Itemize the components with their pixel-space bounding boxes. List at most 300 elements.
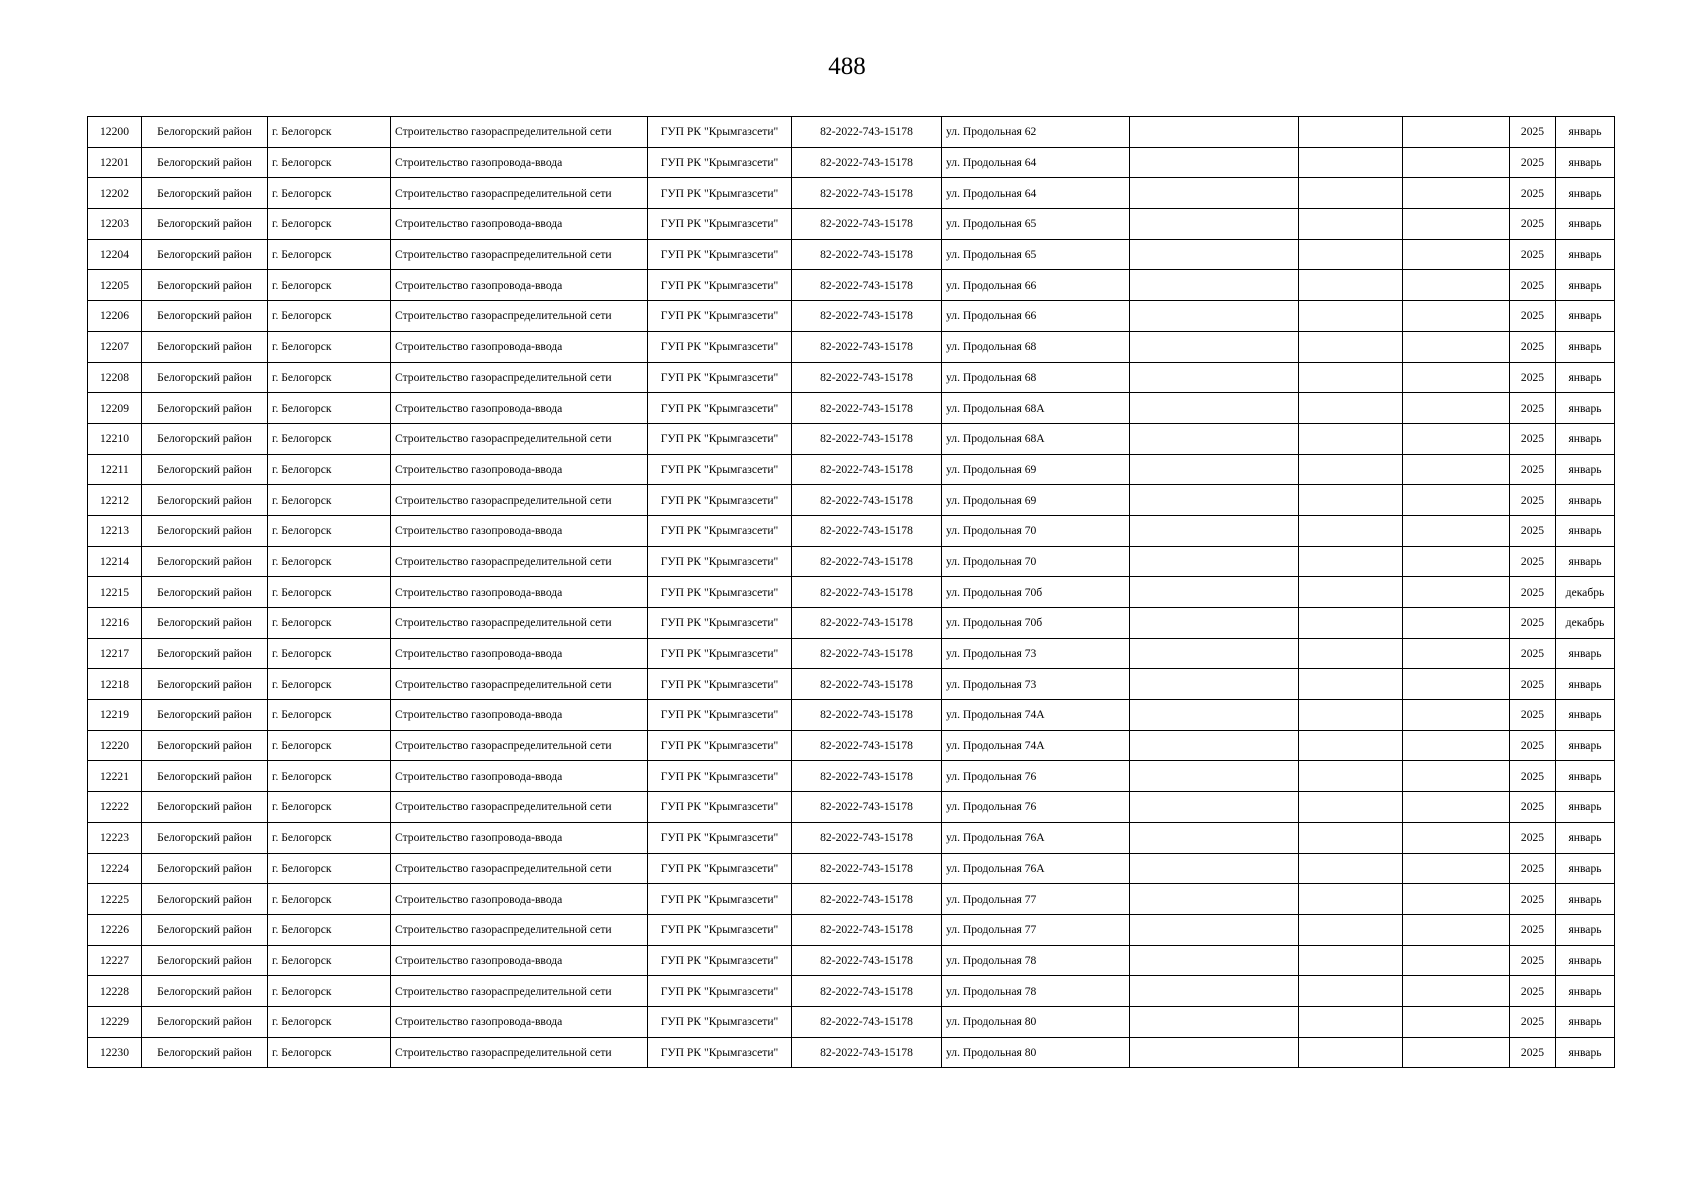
month-cell: январь (1556, 515, 1615, 546)
empty-cell (1403, 546, 1510, 577)
district-cell: Белогорский район (142, 914, 268, 945)
empty-cell (1403, 761, 1510, 792)
district-cell: Белогорский район (142, 945, 268, 976)
project-code-cell: 82-2022-743-15178 (792, 638, 942, 669)
district-cell: Белогорский район (142, 577, 268, 608)
month-cell: январь (1556, 362, 1615, 393)
year-cell: 2025 (1510, 485, 1556, 516)
project-code-cell: 82-2022-743-15178 (792, 884, 942, 915)
registry-table (87, 116, 1615, 1068)
project-code-cell: 82-2022-743-15178 (792, 945, 942, 976)
table-row (88, 1006, 1615, 1037)
empty-cell (1130, 546, 1299, 577)
district-cell: Белогорский район (142, 454, 268, 485)
empty-cell (1403, 945, 1510, 976)
organization-cell: ГУП РК "Крымгазсети" (648, 700, 792, 731)
organization-cell: ГУП РК "Крымгазсети" (648, 945, 792, 976)
city-cell: г. Белогорск (268, 178, 391, 209)
empty-cell (1403, 301, 1510, 332)
table-row (88, 914, 1615, 945)
address-cell: ул. Продольная 69 (942, 454, 1130, 485)
empty-cell (1130, 178, 1299, 209)
year-cell: 2025 (1510, 914, 1556, 945)
empty-cell (1403, 515, 1510, 546)
table-row (88, 638, 1615, 669)
empty-cell (1403, 239, 1510, 270)
empty-cell (1299, 914, 1403, 945)
table-row (88, 792, 1615, 823)
work-type-cell: Строительство газопровода-ввода (391, 454, 648, 485)
empty-cell (1130, 454, 1299, 485)
empty-cell (1130, 577, 1299, 608)
city-cell: г. Белогорск (268, 1037, 391, 1068)
table-row (88, 331, 1615, 362)
work-type-cell: Строительство газораспределительной сети (391, 423, 648, 454)
empty-cell (1130, 485, 1299, 516)
row-number: 12205 (88, 270, 142, 301)
district-cell: Белогорский район (142, 239, 268, 270)
table-row (88, 761, 1615, 792)
table-row (88, 945, 1615, 976)
project-code-cell: 82-2022-743-15178 (792, 147, 942, 178)
organization-cell: ГУП РК "Крымгазсети" (648, 515, 792, 546)
organization-cell: ГУП РК "Крымгазсети" (648, 485, 792, 516)
city-cell: г. Белогорск (268, 546, 391, 577)
address-cell: ул. Продольная 76 (942, 761, 1130, 792)
table-row (88, 853, 1615, 884)
empty-cell (1299, 546, 1403, 577)
project-code-cell: 82-2022-743-15178 (792, 669, 942, 700)
city-cell: г. Белогорск (268, 454, 391, 485)
year-cell: 2025 (1510, 239, 1556, 270)
organization-cell: ГУП РК "Крымгазсети" (648, 761, 792, 792)
district-cell: Белогорский район (142, 822, 268, 853)
project-code-cell: 82-2022-743-15178 (792, 209, 942, 240)
year-cell: 2025 (1510, 608, 1556, 639)
row-number: 12207 (88, 331, 142, 362)
row-number: 12203 (88, 209, 142, 240)
empty-cell (1130, 945, 1299, 976)
empty-cell (1403, 1037, 1510, 1068)
row-number: 12216 (88, 608, 142, 639)
month-cell: январь (1556, 638, 1615, 669)
district-cell: Белогорский район (142, 1037, 268, 1068)
empty-cell (1130, 239, 1299, 270)
organization-cell: ГУП РК "Крымгазсети" (648, 454, 792, 485)
year-cell: 2025 (1510, 884, 1556, 915)
empty-cell (1299, 301, 1403, 332)
address-cell: ул. Продольная 65 (942, 239, 1130, 270)
empty-cell (1403, 884, 1510, 915)
empty-cell (1299, 608, 1403, 639)
city-cell: г. Белогорск (268, 761, 391, 792)
row-number: 12229 (88, 1006, 142, 1037)
empty-cell (1299, 669, 1403, 700)
empty-cell (1403, 700, 1510, 731)
empty-cell (1299, 822, 1403, 853)
address-cell: ул. Продольная 64 (942, 147, 1130, 178)
empty-cell (1299, 209, 1403, 240)
empty-cell (1130, 638, 1299, 669)
month-cell: январь (1556, 454, 1615, 485)
organization-cell: ГУП РК "Крымгазсети" (648, 331, 792, 362)
organization-cell: ГУП РК "Крымгазсети" (648, 270, 792, 301)
empty-cell (1403, 331, 1510, 362)
organization-cell: ГУП РК "Крымгазсети" (648, 209, 792, 240)
address-cell: ул. Продольная 77 (942, 884, 1130, 915)
row-number: 12210 (88, 423, 142, 454)
empty-cell (1130, 1037, 1299, 1068)
year-cell: 2025 (1510, 945, 1556, 976)
project-code-cell: 82-2022-743-15178 (792, 301, 942, 332)
organization-cell: ГУП РК "Крымгазсети" (648, 178, 792, 209)
empty-cell (1299, 700, 1403, 731)
table-row (88, 178, 1615, 209)
row-number: 12224 (88, 853, 142, 884)
organization-cell: ГУП РК "Крымгазсети" (648, 792, 792, 823)
city-cell: г. Белогорск (268, 853, 391, 884)
row-number: 12209 (88, 393, 142, 424)
district-cell: Белогорский район (142, 608, 268, 639)
month-cell: январь (1556, 822, 1615, 853)
empty-cell (1403, 853, 1510, 884)
year-cell: 2025 (1510, 761, 1556, 792)
city-cell: г. Белогорск (268, 485, 391, 516)
work-type-cell: Строительство газопровода-ввода (391, 884, 648, 915)
project-code-cell: 82-2022-743-15178 (792, 914, 942, 945)
work-type-cell: Строительство газопровода-ввода (391, 331, 648, 362)
year-cell: 2025 (1510, 362, 1556, 393)
organization-cell: ГУП РК "Крымгазсети" (648, 1006, 792, 1037)
empty-cell (1403, 362, 1510, 393)
work-type-cell: Строительство газопровода-ввода (391, 945, 648, 976)
organization-cell: ГУП РК "Крымгазсети" (648, 914, 792, 945)
month-cell: январь (1556, 884, 1615, 915)
empty-cell (1130, 393, 1299, 424)
organization-cell: ГУП РК "Крымгазсети" (648, 577, 792, 608)
district-cell: Белогорский район (142, 700, 268, 731)
row-number: 12221 (88, 761, 142, 792)
city-cell: г. Белогорск (268, 362, 391, 393)
year-cell: 2025 (1510, 331, 1556, 362)
empty-cell (1299, 638, 1403, 669)
address-cell: ул. Продольная 70 (942, 515, 1130, 546)
address-cell: ул. Продольная 74А (942, 730, 1130, 761)
month-cell: январь (1556, 209, 1615, 240)
city-cell: г. Белогорск (268, 270, 391, 301)
district-cell: Белогорский район (142, 1006, 268, 1037)
district-cell: Белогорский район (142, 301, 268, 332)
district-cell: Белогорский район (142, 117, 268, 148)
project-code-cell: 82-2022-743-15178 (792, 393, 942, 424)
empty-cell (1299, 485, 1403, 516)
project-code-cell: 82-2022-743-15178 (792, 853, 942, 884)
district-cell: Белогорский район (142, 761, 268, 792)
city-cell: г. Белогорск (268, 608, 391, 639)
empty-cell (1130, 884, 1299, 915)
work-type-cell: Строительство газораспределительной сети (391, 1037, 648, 1068)
address-cell: ул. Продольная 70 (942, 546, 1130, 577)
project-code-cell: 82-2022-743-15178 (792, 546, 942, 577)
empty-cell (1130, 301, 1299, 332)
project-code-cell: 82-2022-743-15178 (792, 792, 942, 823)
year-cell: 2025 (1510, 147, 1556, 178)
empty-cell (1130, 117, 1299, 148)
empty-cell (1130, 976, 1299, 1007)
year-cell: 2025 (1510, 822, 1556, 853)
city-cell: г. Белогорск (268, 515, 391, 546)
district-cell: Белогорский район (142, 638, 268, 669)
work-type-cell: Строительство газораспределительной сети (391, 792, 648, 823)
empty-cell (1403, 669, 1510, 700)
row-number: 12206 (88, 301, 142, 332)
table-row (88, 700, 1615, 731)
organization-cell: ГУП РК "Крымгазсети" (648, 822, 792, 853)
district-cell: Белогорский район (142, 884, 268, 915)
project-code-cell: 82-2022-743-15178 (792, 730, 942, 761)
empty-cell (1403, 1006, 1510, 1037)
row-number: 12213 (88, 515, 142, 546)
empty-cell (1403, 209, 1510, 240)
empty-cell (1403, 178, 1510, 209)
month-cell: январь (1556, 270, 1615, 301)
month-cell: январь (1556, 945, 1615, 976)
address-cell: ул. Продольная 76 (942, 792, 1130, 823)
empty-cell (1299, 117, 1403, 148)
work-type-cell: Строительство газопровода-ввода (391, 515, 648, 546)
table-row (88, 270, 1615, 301)
district-cell: Белогорский район (142, 976, 268, 1007)
table-row (88, 393, 1615, 424)
empty-cell (1130, 700, 1299, 731)
year-cell: 2025 (1510, 577, 1556, 608)
project-code-cell: 82-2022-743-15178 (792, 331, 942, 362)
year-cell: 2025 (1510, 1006, 1556, 1037)
city-cell: г. Белогорск (268, 147, 391, 178)
year-cell: 2025 (1510, 454, 1556, 485)
organization-cell: ГУП РК "Крымгазсети" (648, 301, 792, 332)
table-row (88, 423, 1615, 454)
month-cell: январь (1556, 700, 1615, 731)
month-cell: январь (1556, 485, 1615, 516)
city-cell: г. Белогорск (268, 914, 391, 945)
district-cell: Белогорский район (142, 362, 268, 393)
row-number: 12208 (88, 362, 142, 393)
empty-cell (1299, 792, 1403, 823)
city-cell: г. Белогорск (268, 792, 391, 823)
organization-cell: ГУП РК "Крымгазсети" (648, 362, 792, 393)
organization-cell: ГУП РК "Крымгазсети" (648, 884, 792, 915)
year-cell: 2025 (1510, 700, 1556, 731)
city-cell: г. Белогорск (268, 209, 391, 240)
row-number: 12218 (88, 669, 142, 700)
empty-cell (1130, 147, 1299, 178)
project-code-cell: 82-2022-743-15178 (792, 178, 942, 209)
month-cell: январь (1556, 1006, 1615, 1037)
year-cell: 2025 (1510, 792, 1556, 823)
address-cell: ул. Продольная 66 (942, 301, 1130, 332)
empty-cell (1130, 1006, 1299, 1037)
table-row (88, 669, 1615, 700)
table-row (88, 608, 1615, 639)
table-row (88, 301, 1615, 332)
year-cell: 2025 (1510, 178, 1556, 209)
table-row (88, 730, 1615, 761)
row-number: 12219 (88, 700, 142, 731)
address-cell: ул. Продольная 74А (942, 700, 1130, 731)
work-type-cell: Строительство газопровода-ввода (391, 270, 648, 301)
row-number: 12223 (88, 822, 142, 853)
project-code-cell: 82-2022-743-15178 (792, 608, 942, 639)
work-type-cell: Строительство газопровода-ввода (391, 822, 648, 853)
month-cell: январь (1556, 239, 1615, 270)
empty-cell (1130, 669, 1299, 700)
address-cell: ул. Продольная 64 (942, 178, 1130, 209)
table-row (88, 209, 1615, 240)
row-number: 12214 (88, 546, 142, 577)
year-cell: 2025 (1510, 669, 1556, 700)
empty-cell (1403, 730, 1510, 761)
work-type-cell: Строительство газопровода-ввода (391, 209, 648, 240)
organization-cell: ГУП РК "Крымгазсети" (648, 1037, 792, 1068)
empty-cell (1403, 454, 1510, 485)
empty-cell (1299, 423, 1403, 454)
city-cell: г. Белогорск (268, 577, 391, 608)
empty-cell (1403, 976, 1510, 1007)
address-cell: ул. Продольная 68А (942, 423, 1130, 454)
empty-cell (1299, 577, 1403, 608)
empty-cell (1299, 976, 1403, 1007)
organization-cell: ГУП РК "Крымгазсети" (648, 393, 792, 424)
row-number: 12230 (88, 1037, 142, 1068)
address-cell: ул. Продольная 69 (942, 485, 1130, 516)
address-cell: ул. Продольная 70б (942, 577, 1130, 608)
address-cell: ул. Продольная 68 (942, 331, 1130, 362)
month-cell: январь (1556, 976, 1615, 1007)
organization-cell: ГУП РК "Крымгазсети" (648, 669, 792, 700)
year-cell: 2025 (1510, 117, 1556, 148)
address-cell: ул. Продольная 80 (942, 1037, 1130, 1068)
empty-cell (1299, 270, 1403, 301)
city-cell: г. Белогорск (268, 331, 391, 362)
empty-cell (1403, 608, 1510, 639)
empty-cell (1130, 608, 1299, 639)
city-cell: г. Белогорск (268, 301, 391, 332)
year-cell: 2025 (1510, 1037, 1556, 1068)
month-cell: январь (1556, 301, 1615, 332)
table-row (88, 485, 1615, 516)
empty-cell (1130, 822, 1299, 853)
organization-cell: ГУП РК "Крымгазсети" (648, 546, 792, 577)
year-cell: 2025 (1510, 423, 1556, 454)
month-cell: январь (1556, 178, 1615, 209)
year-cell: 2025 (1510, 393, 1556, 424)
district-cell: Белогорский район (142, 270, 268, 301)
city-cell: г. Белогорск (268, 239, 391, 270)
table-row (88, 515, 1615, 546)
year-cell: 2025 (1510, 853, 1556, 884)
address-cell: ул. Продольная 68 (942, 362, 1130, 393)
project-code-cell: 82-2022-743-15178 (792, 515, 942, 546)
work-type-cell: Строительство газораспределительной сети (391, 669, 648, 700)
month-cell: январь (1556, 117, 1615, 148)
empty-cell (1299, 362, 1403, 393)
table-row (88, 454, 1615, 485)
work-type-cell: Строительство газораспределительной сети (391, 608, 648, 639)
project-code-cell: 82-2022-743-15178 (792, 1006, 942, 1037)
address-cell: ул. Продольная 70б (942, 608, 1130, 639)
month-cell: январь (1556, 546, 1615, 577)
empty-cell (1299, 853, 1403, 884)
city-cell: г. Белогорск (268, 884, 391, 915)
project-code-cell: 82-2022-743-15178 (792, 577, 942, 608)
row-number: 12228 (88, 976, 142, 1007)
district-cell: Белогорский район (142, 546, 268, 577)
empty-cell (1403, 423, 1510, 454)
row-number: 12200 (88, 117, 142, 148)
empty-cell (1130, 761, 1299, 792)
empty-cell (1403, 393, 1510, 424)
city-cell: г. Белогорск (268, 976, 391, 1007)
address-cell: ул. Продольная 78 (942, 945, 1130, 976)
address-cell: ул. Продольная 73 (942, 638, 1130, 669)
work-type-cell: Строительство газопровода-ввода (391, 1006, 648, 1037)
row-number: 12211 (88, 454, 142, 485)
table-row (88, 822, 1615, 853)
empty-cell (1403, 117, 1510, 148)
row-number: 12225 (88, 884, 142, 915)
address-cell: ул. Продольная 76А (942, 822, 1130, 853)
work-type-cell: Строительство газораспределительной сети (391, 301, 648, 332)
row-number: 12201 (88, 147, 142, 178)
page-number: 488 (828, 53, 866, 80)
organization-cell: ГУП РК "Крымгазсети" (648, 638, 792, 669)
district-cell: Белогорский район (142, 853, 268, 884)
city-cell: г. Белогорск (268, 730, 391, 761)
year-cell: 2025 (1510, 976, 1556, 1007)
city-cell: г. Белогорск (268, 638, 391, 669)
empty-cell (1299, 331, 1403, 362)
project-code-cell: 82-2022-743-15178 (792, 976, 942, 1007)
month-cell: январь (1556, 331, 1615, 362)
organization-cell: ГУП РК "Крымгазсети" (648, 853, 792, 884)
month-cell: январь (1556, 423, 1615, 454)
row-number: 12217 (88, 638, 142, 669)
year-cell: 2025 (1510, 270, 1556, 301)
empty-cell (1130, 423, 1299, 454)
empty-cell (1403, 485, 1510, 516)
organization-cell: ГУП РК "Крымгазсети" (648, 608, 792, 639)
project-code-cell: 82-2022-743-15178 (792, 761, 942, 792)
empty-cell (1299, 515, 1403, 546)
empty-cell (1403, 147, 1510, 178)
city-cell: г. Белогорск (268, 945, 391, 976)
empty-cell (1299, 1037, 1403, 1068)
city-cell: г. Белогорск (268, 822, 391, 853)
month-cell: декабрь (1556, 608, 1615, 639)
table-row (88, 147, 1615, 178)
month-cell: январь (1556, 669, 1615, 700)
table-row (88, 362, 1615, 393)
work-type-cell: Строительство газораспределительной сети (391, 914, 648, 945)
work-type-cell: Строительство газопровода-ввода (391, 700, 648, 731)
organization-cell: ГУП РК "Крымгазсети" (648, 147, 792, 178)
work-type-cell: Строительство газораспределительной сети (391, 546, 648, 577)
month-cell: январь (1556, 792, 1615, 823)
address-cell: ул. Продольная 77 (942, 914, 1130, 945)
address-cell: ул. Продольная 76А (942, 853, 1130, 884)
empty-cell (1130, 792, 1299, 823)
